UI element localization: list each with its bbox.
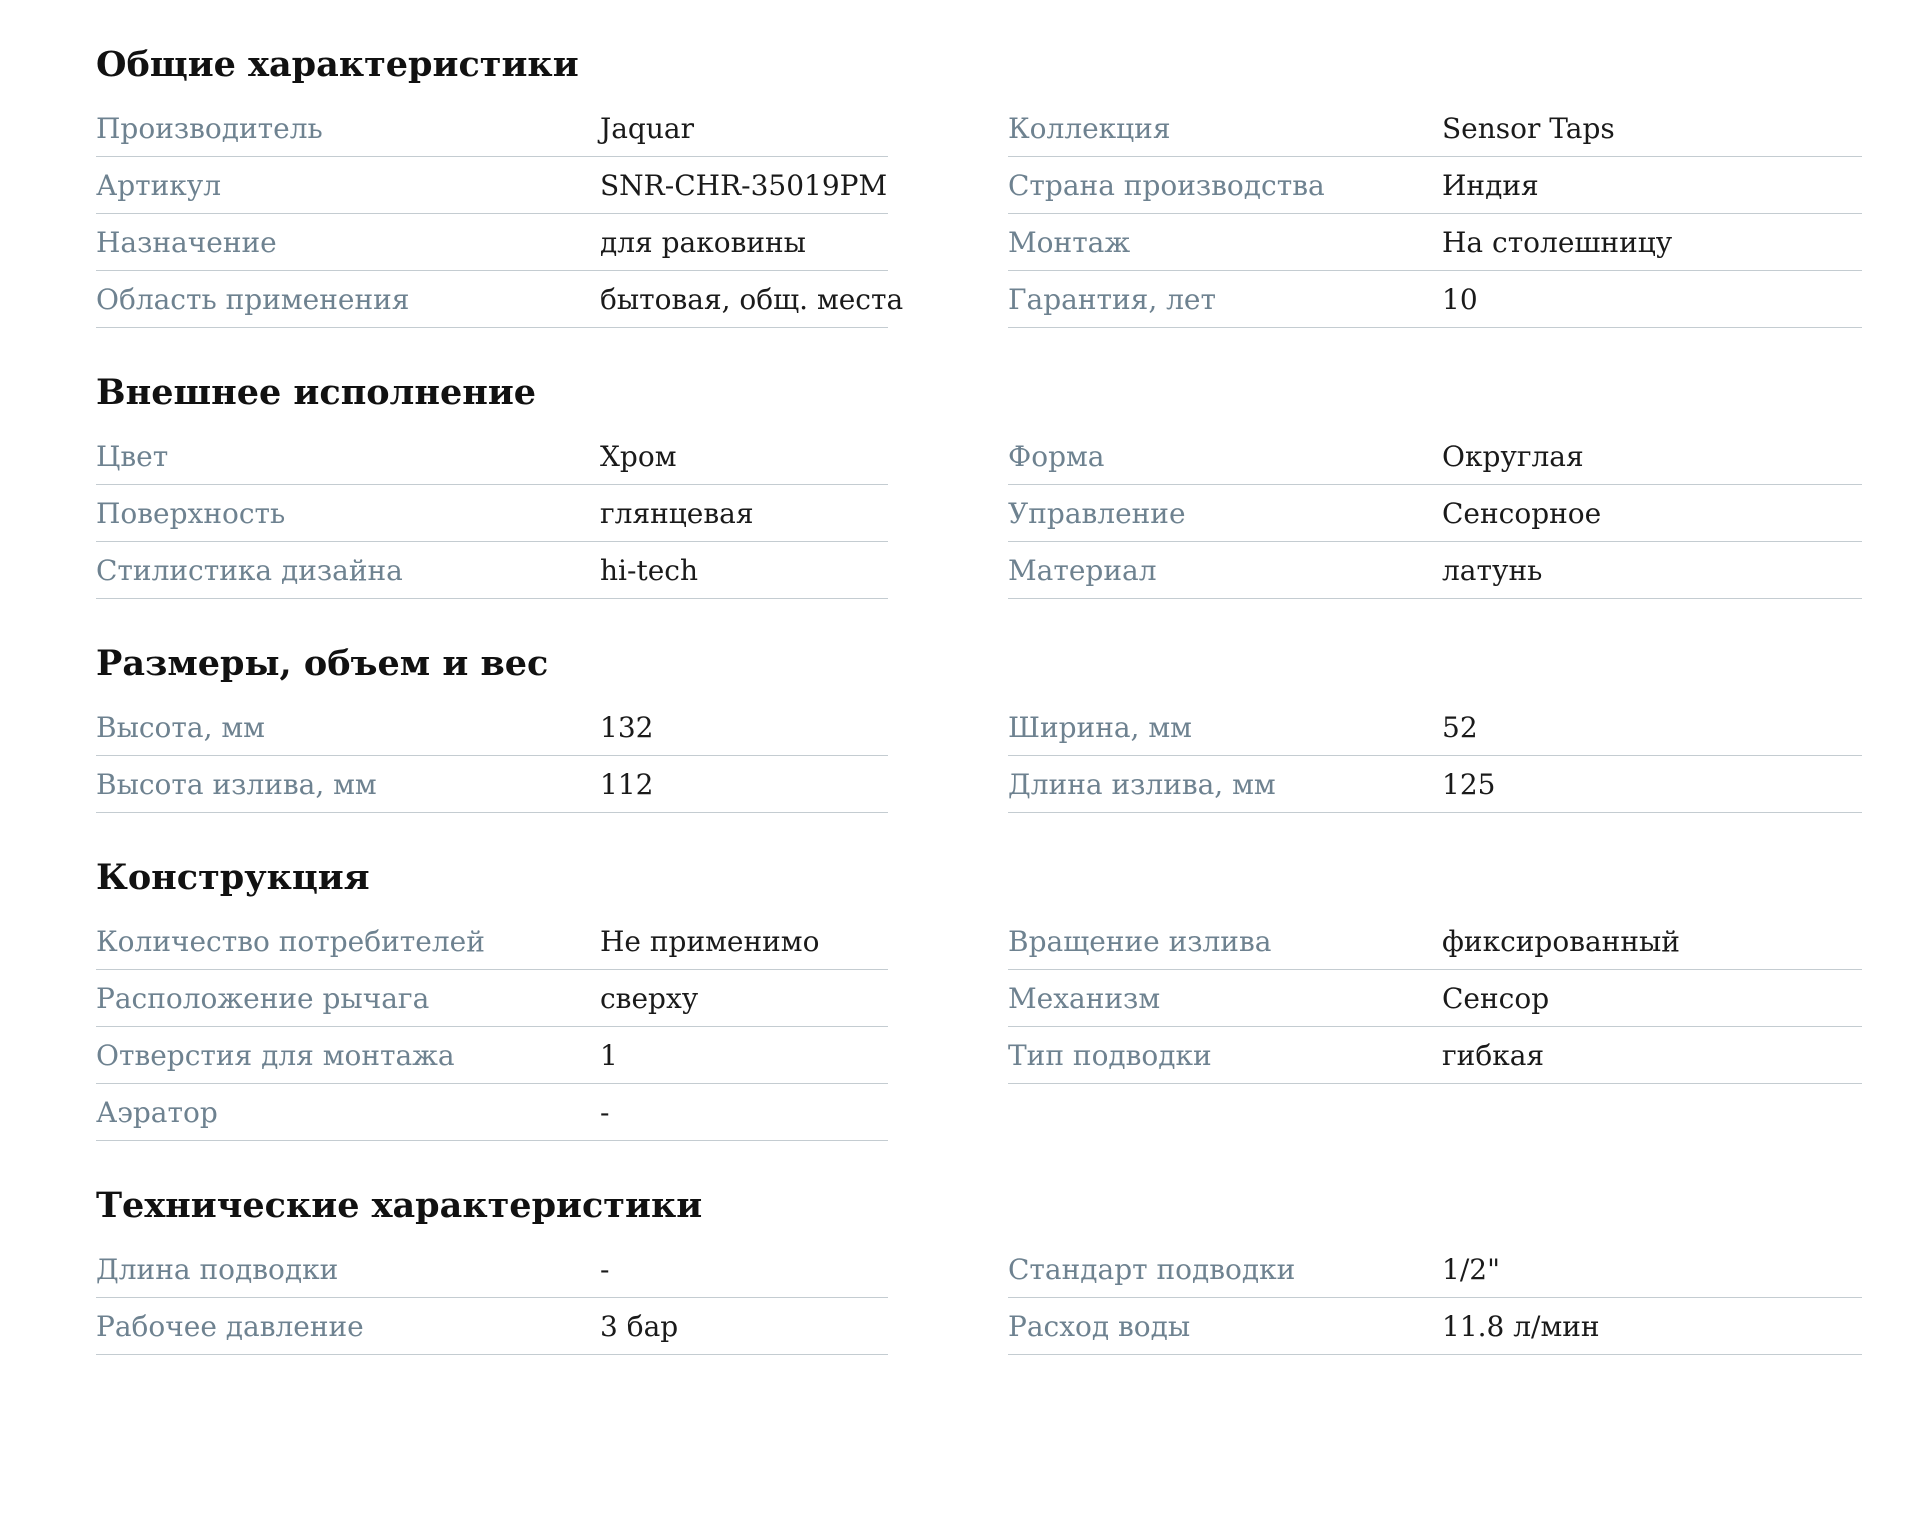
spec-label: Рабочее давление bbox=[96, 1309, 364, 1343]
spec-row bbox=[96, 1084, 888, 1141]
spec-column-right bbox=[1008, 699, 1862, 813]
spec-row bbox=[96, 157, 888, 214]
spec-grid bbox=[96, 913, 1920, 1141]
spec-value: На столешницу bbox=[1442, 225, 1673, 259]
spec-row bbox=[96, 214, 888, 271]
section-technical bbox=[96, 1181, 1920, 1355]
spec-value: 3 бар bbox=[600, 1309, 679, 1343]
spec-column-left bbox=[96, 699, 888, 813]
spec-label: Высота излива, мм bbox=[96, 767, 377, 801]
spec-label: Форма bbox=[1008, 439, 1105, 473]
spec-label: Длина излива, мм bbox=[1008, 767, 1276, 801]
spec-value: глянцевая bbox=[600, 496, 754, 530]
spec-value: фиксированный bbox=[1442, 924, 1680, 958]
spec-row bbox=[1008, 542, 1862, 599]
spec-label: Гарантия, лет bbox=[1008, 282, 1216, 316]
spec-value: для раковины bbox=[600, 225, 806, 259]
spec-row bbox=[96, 1298, 888, 1355]
spec-row bbox=[96, 970, 888, 1027]
spec-value: 1 bbox=[600, 1038, 618, 1072]
spec-value: латунь bbox=[1442, 553, 1543, 587]
spec-label: Артикул bbox=[96, 168, 222, 202]
spec-row bbox=[96, 100, 888, 157]
spec-label: Механизм bbox=[1008, 981, 1161, 1015]
spec-label: Производитель bbox=[96, 111, 323, 145]
spec-value: Не применимо bbox=[600, 924, 820, 958]
spec-label: Длина подводки bbox=[96, 1252, 339, 1286]
spec-grid bbox=[96, 1241, 1920, 1355]
spec-value: Хром bbox=[600, 439, 677, 473]
spec-row bbox=[96, 1241, 888, 1298]
spec-label: Страна производства bbox=[1008, 168, 1325, 202]
spec-label: Стилистика дизайна bbox=[96, 553, 403, 587]
spec-column-right bbox=[1008, 100, 1862, 328]
spec-row bbox=[96, 542, 888, 599]
spec-value: hi-tech bbox=[600, 553, 698, 587]
spec-label: Вращение излива bbox=[1008, 924, 1272, 958]
spec-value: 1/2" bbox=[1442, 1252, 1500, 1286]
spec-label: Отверстия для монтажа bbox=[96, 1038, 455, 1072]
spec-label: Назначение bbox=[96, 225, 277, 259]
spec-row bbox=[1008, 913, 1862, 970]
spec-value: Округлая bbox=[1442, 439, 1584, 473]
spec-label: Расход воды bbox=[1008, 1309, 1191, 1343]
spec-value: сверху bbox=[600, 981, 699, 1015]
spec-row bbox=[1008, 428, 1862, 485]
spec-row bbox=[96, 756, 888, 813]
spec-row bbox=[1008, 756, 1862, 813]
spec-value: Сенсорное bbox=[1442, 496, 1602, 530]
spec-column-right bbox=[1008, 1241, 1862, 1355]
spec-row bbox=[1008, 271, 1862, 328]
section-title: Внешнее исполнение bbox=[96, 372, 537, 413]
section-title: Общие характеристики bbox=[96, 44, 579, 85]
section-title: Конструкция bbox=[96, 857, 370, 898]
spec-value: 11.8 л/мин bbox=[1442, 1309, 1600, 1343]
spec-value: SNR-CHR-35019PM bbox=[600, 168, 888, 202]
spec-row bbox=[96, 913, 888, 970]
spec-value: Сенсор bbox=[1442, 981, 1550, 1015]
spec-value: Sensor Taps bbox=[1442, 111, 1615, 145]
spec-grid bbox=[96, 100, 1920, 328]
spec-value: 125 bbox=[1442, 767, 1496, 801]
spec-label: Материал bbox=[1008, 553, 1157, 587]
spec-label: Коллекция bbox=[1008, 111, 1171, 145]
spec-value: - bbox=[600, 1095, 610, 1129]
spec-label: Ширина, мм bbox=[1008, 710, 1192, 744]
spec-column-left bbox=[96, 428, 888, 599]
spec-row bbox=[1008, 1298, 1862, 1355]
spec-column-left bbox=[96, 913, 888, 1141]
spec-value: бытовая, общ. места bbox=[600, 282, 904, 316]
spec-value: Индия bbox=[1442, 168, 1539, 202]
spec-value: Jaquar bbox=[600, 111, 694, 145]
spec-label: Тип подводки bbox=[1008, 1038, 1212, 1072]
spec-label: Управление bbox=[1008, 496, 1186, 530]
spec-label: Высота, мм bbox=[96, 710, 265, 744]
spec-label: Область применения bbox=[96, 282, 410, 316]
spec-row bbox=[1008, 485, 1862, 542]
spec-row bbox=[1008, 1241, 1862, 1298]
spec-row bbox=[1008, 699, 1862, 756]
spec-column-left bbox=[96, 1241, 888, 1355]
spec-label: Цвет bbox=[96, 439, 169, 473]
spec-value: гибкая bbox=[1442, 1038, 1545, 1072]
spec-row bbox=[1008, 970, 1862, 1027]
spec-label: Поверхность bbox=[96, 496, 286, 530]
spec-value: 52 bbox=[1442, 710, 1478, 744]
spec-row bbox=[1008, 1027, 1862, 1084]
spec-row bbox=[96, 699, 888, 756]
section-appearance bbox=[96, 368, 1920, 599]
spec-grid bbox=[96, 699, 1920, 813]
section-construction bbox=[96, 853, 1920, 1141]
spec-label: Аэратор bbox=[96, 1095, 218, 1129]
section-general bbox=[96, 40, 1920, 328]
spec-value: 132 bbox=[600, 710, 654, 744]
spec-row bbox=[1008, 214, 1862, 271]
spec-row bbox=[1008, 157, 1862, 214]
spec-row bbox=[96, 1027, 888, 1084]
section-title: Технические характеристики bbox=[96, 1185, 703, 1226]
section-dimensions bbox=[96, 639, 1920, 813]
section-title: Размеры, объем и вес bbox=[96, 643, 549, 684]
spec-value: 10 bbox=[1442, 282, 1478, 316]
spec-row bbox=[96, 271, 904, 328]
spec-row bbox=[96, 485, 888, 542]
spec-label: Стандарт подводки bbox=[1008, 1252, 1296, 1286]
spec-value: 112 bbox=[600, 767, 654, 801]
spec-row bbox=[96, 428, 888, 485]
spec-label: Количество потребителей bbox=[96, 924, 485, 958]
spec-column-right bbox=[1008, 913, 1862, 1084]
spec-column-right bbox=[1008, 428, 1862, 599]
spec-row bbox=[1008, 100, 1862, 157]
spec-value: - bbox=[600, 1252, 610, 1286]
spec-label: Монтаж bbox=[1008, 225, 1131, 259]
spec-label: Расположение рычага bbox=[96, 981, 430, 1015]
spec-grid bbox=[96, 428, 1920, 599]
spec-column-left bbox=[96, 100, 904, 328]
